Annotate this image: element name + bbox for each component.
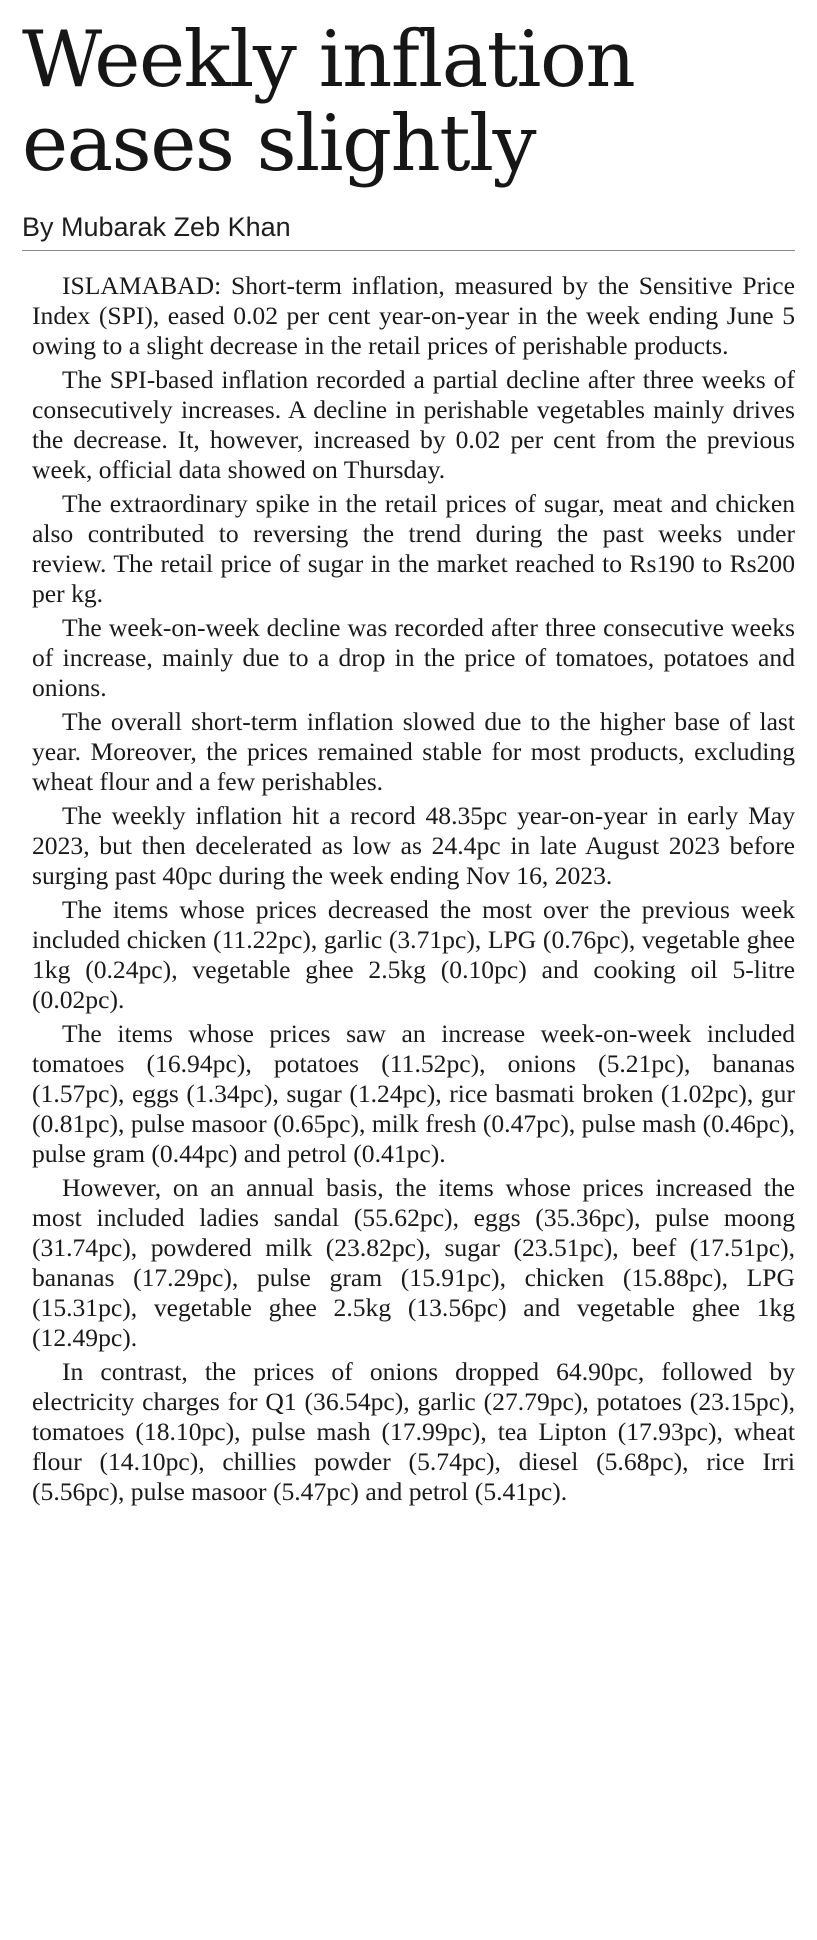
paragraph: ISLAMABAD: Short-term inflation, measured by the Sensitive Price Index (SPI), eased 0.02 per cent year-on-year in the week ending June 5 owing to a slight decrease in the retail prices of perishable products.: [32, 271, 795, 360]
paragraph: The week-on-week decline was recorded after three consecutive weeks of increase, mainly due to a drop in the price of tomatoes, potatoes and onions.: [32, 613, 795, 702]
paragraph: The weekly inflation hit a record 48.35pc year-on-year in early May 2023, but then decelerated as low as 24.4pc in late August 2023 before surging past 40pc during the week ending Nov 16, 2023.: [32, 801, 795, 890]
paragraph: The SPI-based inflation recorded a partial decline after three weeks of consecutively increases. A decline in perishable vegetables mainly drives the decrease. It, however, increased by 0.02 per cent from the previous week, official data showed on Thursday.: [32, 365, 795, 484]
headline-line-2: eases slightly: [22, 99, 536, 189]
paragraph: However, on an annual basis, the items whose prices increased the most included ladies sandal (55.62pc), eggs (35.36pc), pulse moong (31.74pc), powdered milk (23.82pc), sugar (23.51pc), beef (17.51pc), bananas (17.29pc), pulse gram (15.91pc), chicken (15.88pc), LPG (15.31pc), vegetable ghee 2.5kg (13.56pc) and vegetable ghee 1kg (12.49pc).: [32, 1173, 795, 1352]
paragraph: In contrast, the prices of onions dropped 64.90pc, followed by electricity charges for Q1 (36.54pc), garlic (27.79pc), potatoes (23.15pc), tomatoes (18.10pc), pulse mash (17.99pc), tea Lipton (17.93pc), wheat flour (14.10pc), chillies powder (5.74pc), diesel (5.68pc), rice Irri (5.56pc), pulse masoor (5.47pc) and petrol (5.41pc).: [32, 1357, 795, 1506]
headline-line-1: Weekly inflation: [22, 15, 635, 105]
paragraph: The items whose prices decreased the most over the previous week included chicken (11.22pc), garlic (3.71pc), LPG (0.76pc), vegetable ghee 1kg (0.24pc), vegetable ghee 2.5kg (0.10pc) and cooking oil 5-litre (0.02pc).: [32, 895, 795, 1014]
paragraph: The extraordinary spike in the retail prices of sugar, meat and chicken also contributed to reversing the trend during the past weeks under review. The retail price of sugar in the market reached to Rs190 to Rs200 per kg.: [32, 489, 795, 608]
headline: [22, 15, 795, 189]
paragraph: The items whose prices saw an increase week-on-week included tomatoes (16.94pc), potatoes (11.52pc), onions (5.21pc), bananas (1.57pc), eggs (1.34pc), sugar (1.24pc), rice basmati broken (1.02pc), gur (0.81pc), pulse masoor (0.65pc), milk fresh (0.47pc), pulse mash (0.46pc), pulse gram (0.44pc) and petrol (0.41pc).: [32, 1019, 795, 1168]
byline: By Mubarak Zeb Khan: [22, 210, 795, 251]
paragraph: The overall short-term inflation slowed due to the higher base of last year. Moreover, the prices remained stable for most products, excluding wheat flour and a few perishables.: [32, 707, 795, 796]
article-body: [32, 271, 795, 1507]
